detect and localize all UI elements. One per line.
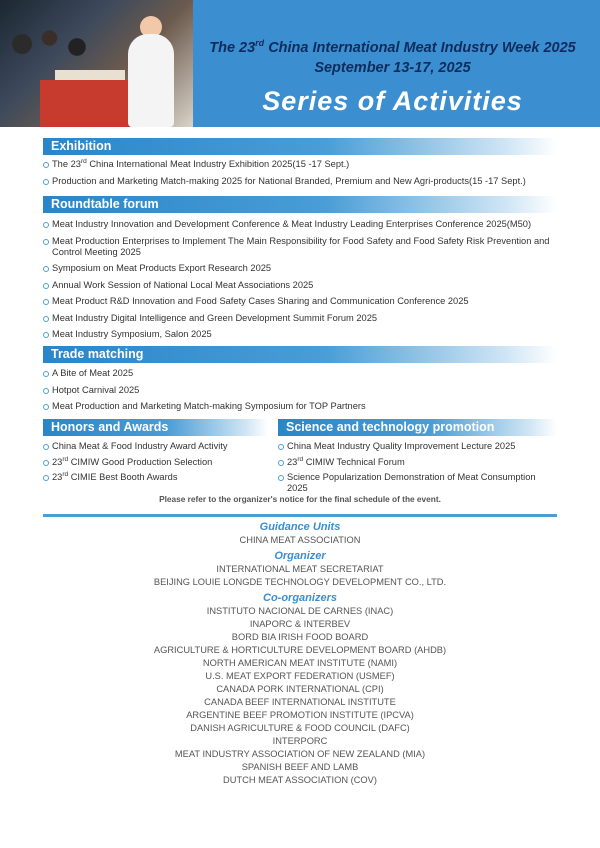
honors-list (43, 441, 268, 488)
coorganizer-lines (0, 605, 600, 787)
guidance-unit: CHINA MEAT ASSOCIATION (239, 535, 361, 545)
organizer-name: INTERNATIONAL MEAT SECRETARIAT (216, 564, 384, 574)
organizer-title: Organizer (274, 550, 326, 562)
exhibition-photo (0, 0, 193, 127)
roundtable-item: Meat Product R&D Innovation and Food Safety Cases Sharing and Communication Conference 2025 (43, 296, 557, 307)
roundtable-item: Symposium on Meat Products Export Research 2025 (43, 263, 557, 274)
science-item: Science Popularization Demonstration of Meat Consumption 2025 (278, 472, 557, 494)
event-title: The 23rd China International Meat Industry Week 2025 (209, 38, 576, 56)
coorganizer-name: DUTCH MEAT ASSOCIATION (COV) (223, 775, 377, 785)
guidance-lines (0, 534, 600, 547)
coorganizer-name: CANADA BEEF INTERNATIONAL INSTITUTE (204, 697, 396, 707)
divider (43, 514, 557, 517)
coorganizer-name: MEAT INDUSTRY ASSOCIATION OF NEW ZEALAND (MIA) (174, 749, 426, 759)
coorganizer-name: AGRICULTURE & HORTICULTURE DEVELOPMENT BOARD (AHDB) (153, 645, 447, 655)
organizer-name: BEIJING LOUIE LONGDE TECHNOLOGY DEVELOPMENT CO., LTD. (153, 577, 447, 587)
coorganizer-name: INSTITUTO NACIONAL DE CARNES (INAC) (206, 606, 394, 616)
coorganizers-title: Co-organizers (263, 592, 337, 604)
roundtable-list (43, 219, 557, 346)
series-heading: Series of Activities (262, 86, 523, 116)
guidance-title: Guidance Units (259, 521, 341, 533)
roundtable-item: Meat Industry Innovation and Development Conference & Meat Industry Leading Enterprises Conference 2025(M50) (43, 219, 557, 230)
organizer-lines (0, 563, 600, 589)
roundtable-item: Meat Industry Digital Intelligence and Green Development Summit Forum 2025 (43, 313, 557, 324)
header-banner (0, 0, 600, 127)
coorganizer-name: DANISH AGRICULTURE & FOOD COUNCIL (DAFC) (190, 723, 410, 733)
section-science-header: Science and technology promotion (278, 419, 557, 436)
science-list (278, 441, 557, 499)
honors-item: 23rd CIMIE Best Booth Awards (43, 472, 268, 483)
coorganizer-name: CANADA PORK INTERNATIONAL (CPI) (216, 684, 384, 694)
roundtable-item: Meat Industry Symposium, Salon 2025 (43, 329, 557, 340)
section-exhibition-header: Exhibition (43, 138, 557, 155)
science-item: 23rd CIMIW Technical Forum (278, 457, 557, 468)
organizers-block (0, 520, 600, 787)
exhibition-item: Production and Marketing Match-making 2025 for National Branded, Premium and New Agri-products(15 -17 Sept.) (43, 176, 557, 187)
section-trade-header: Trade matching (43, 346, 557, 363)
coorganizer-name: SPANISH BEEF AND LAMB (241, 762, 359, 772)
event-dates: September 13-17, 2025 (314, 60, 471, 76)
exhibition-item: The 23rd China International Meat Industry Exhibition 2025(15 -17 Sept.) (43, 159, 557, 170)
trade-list (43, 368, 557, 418)
honors-item: 23rd CIMIW Good Production Selection (43, 457, 268, 468)
coorganizer-name: NORTH AMERICAN MEAT INSTITUTE (NAMI) (202, 658, 398, 668)
trade-item: Meat Production and Marketing Match-making Symposium for TOP Partners (43, 401, 557, 412)
trade-item: Hotpot Carnival 2025 (43, 385, 557, 396)
honors-item: China Meat & Food Industry Award Activity (43, 441, 268, 452)
section-honors-header: Honors and Awards (43, 419, 268, 436)
coorganizer-name: BORD BIA IRISH FOOD BOARD (231, 632, 369, 642)
roundtable-item: Meat Production Enterprises to Implement The Main Responsibility for Food Safety and Food Safety Risk Prevention and Control Meeting 2025 (43, 236, 557, 258)
coorganizer-name: ARGENTINE BEEF PROMOTION INSTITUTE (IPCVA) (186, 710, 414, 720)
exhibition-list (43, 159, 557, 193)
section-roundtable-header: Roundtable forum (43, 196, 557, 213)
coorganizer-name: INTERPORC (272, 736, 328, 746)
science-item: China Meat Industry Quality Improvement Lecture 2025 (278, 441, 557, 452)
coorganizer-name: U.S. MEAT EXPORT FEDERATION (USMEF) (205, 671, 395, 681)
trade-item: A Bite of Meat 2025 (43, 368, 557, 379)
coorganizer-name: INAPORC & INTERBEV (249, 619, 351, 629)
schedule-note: Please refer to the organizer's notice for the final schedule of the event. (159, 494, 441, 504)
roundtable-item: Annual Work Session of National Local Meat Associations 2025 (43, 280, 557, 291)
